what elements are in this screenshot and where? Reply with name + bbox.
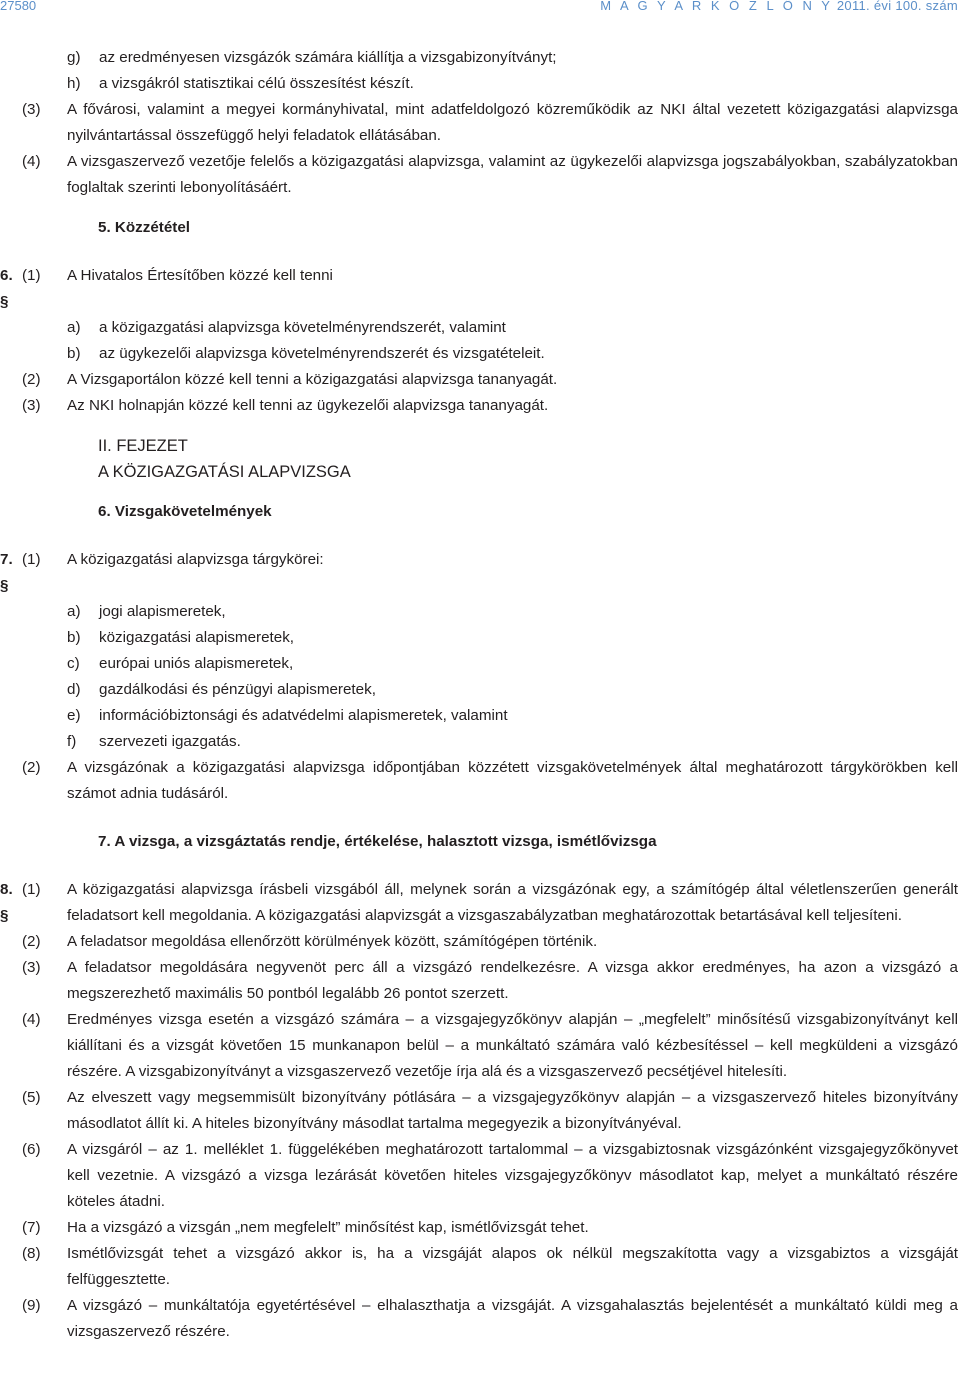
paragraph-text: A feladatsor megoldására negyvenöt perc áll a vizsgázó rendelkezésre. A vizsga akkor eredményes, ha azon a vizsgázó a megszerezhető maximális 50 pontból legalább 26 pontot szerzett. xyxy=(67,959,958,1002)
list-item xyxy=(0,729,960,755)
item-text: gazdálkodási és pénzügyi alapismeretek, xyxy=(99,681,376,698)
section-heading: 5. Közzététel xyxy=(98,219,190,236)
paragraph xyxy=(0,755,960,807)
paragraph-text: Eredményes vizsga esetén a vizsgázó számára – a vizsgajegyzőkönyv alapján – „megfelelt” minősítésű vizsgabizonyítványt kell kiállítani és a vizsgát követően 15 munkanapon belül – a munkáltató számára való kézbesítéssel – kell megküldeni a vizsgázó részére. A vizsgabizonyítványt a vizsgaszervező vezetője írja alá és a vizsgaszervező pecsétjével hitelesíti. xyxy=(67,1011,958,1080)
item-letter: h) xyxy=(67,75,81,92)
list-item xyxy=(0,315,960,341)
paragraph xyxy=(0,1293,960,1345)
document-body xyxy=(0,45,960,1345)
item-letter: d) xyxy=(67,681,81,698)
paragraph-number: (3) xyxy=(22,959,41,976)
paragraph-text: Ha a vizsgázó a vizsgán „nem megfelelt” minősítést kap, ismétlővizsgát tehet. xyxy=(67,1219,589,1236)
paragraph-text: A fővárosi, valamint a megyei kormányhivatal, mint adatfeldolgozó közreműködik az NKI által vezetett közigazgatási alapvizsga nyilvántartással összefüggő helyi feladatok ellátásában. xyxy=(67,101,958,144)
section-label: 8. § xyxy=(0,881,13,924)
section-heading: 6. Vizsgakövetelmények xyxy=(98,503,272,520)
paragraph-number: (5) xyxy=(22,1089,41,1106)
paragraph-number: (6) xyxy=(22,1141,41,1158)
paragraph-number: (2) xyxy=(22,759,41,776)
item-letter: g) xyxy=(67,49,81,66)
list-item xyxy=(0,625,960,651)
list-item xyxy=(0,71,960,97)
item-text: a vizsgákról statisztikai célú összesítést készít. xyxy=(99,75,414,92)
list-item xyxy=(0,703,960,729)
item-text: az ügykezelői alapvizsga követelményrendszerét és vizsgatételeit. xyxy=(99,345,545,362)
paragraph xyxy=(0,97,960,149)
paragraph xyxy=(0,955,960,1007)
list-item xyxy=(0,677,960,703)
paragraph-number: (4) xyxy=(22,1011,41,1028)
paragraph-number: (2) xyxy=(22,933,41,950)
item-text: európai uniós alapismeretek, xyxy=(99,655,294,672)
paragraph-text: A Hivatalos Értesítőben közzé kell tenni xyxy=(67,267,333,284)
paragraph-text: A feladatsor megoldása ellenőrzött körülmények között, számítógépen történik. xyxy=(67,933,598,950)
paragraph xyxy=(0,929,960,955)
item-letter: f) xyxy=(67,733,77,750)
paragraph-text: Az elveszett vagy megsemmisült bizonyítvány pótlására – a vizsgajegyzőkönyv alapján – a vizsgaszervező hiteles bizonyítvány másodlatot állít ki. A hiteles bizonyítvány másodlat tartalma megegyezik a bizonyítványéval. xyxy=(67,1089,958,1132)
paragraph-number: (1) xyxy=(22,881,41,898)
section-6 xyxy=(0,263,960,315)
paragraph-text: A Vizsgaportálon közzé kell tenni a közigazgatási alapvizsga tananyagát. xyxy=(67,371,558,388)
paragraph-text: A vizsgázónak a közigazgatási alapvizsga időpontjában közzétett vizsgakövetelmények által meghatározott tárgykörökben kell számot adnia tudásáról. xyxy=(67,759,958,802)
item-letter: b) xyxy=(67,345,81,362)
paragraph-number: (2) xyxy=(22,371,41,388)
item-text: közigazgatási alapismeretek, xyxy=(99,629,295,646)
paragraph xyxy=(0,393,960,419)
paragraph xyxy=(0,1215,960,1241)
list-item xyxy=(0,45,960,71)
paragraph-number: (4) xyxy=(22,153,41,170)
paragraph-text: A vizsgázó – munkáltatója egyetértésével – elhalaszthatja a vizsgáját. A vizsgahalasztás bejelentését a munkáltató küldi meg a vizsgaszervező részére. xyxy=(67,1297,958,1340)
section-label: 7. § xyxy=(0,551,13,594)
paragraph-text: A vizsgaszervező vezetője felelős a közigazgatási alapvizsga, valamint az ügykezelői alapvizsga jogszabályokban, szabályzatokban foglaltak szerinti lebonyolításáért. xyxy=(67,153,958,196)
paragraph-text: A közigazgatási alapvizsga írásbeli vizsgából áll, melynek során a vizsgázónak egy, a számítógép által véletlenszerűen generált feladatsort kell megoldania. A közigazgatási alapvizsgát a vizsgaszabályzatban meghatározottak betartásával kell teljesíteni. xyxy=(67,881,958,924)
paragraph-number: (3) xyxy=(22,101,41,118)
paragraph-text: A vizsgáról – az 1. melléklet 1. függelékében meghatározott tartalommal – a vizsgabiztosnak vizsgázónként vizsgajegyzőkönyvet kell vezetnie. A vizsgázó a vizsga lezárását követően hiteles vizsgajegyzőkönyv másodlatot kap, melyet a munkáltató részére köteles átadni. xyxy=(67,1141,958,1210)
list-item xyxy=(0,599,960,625)
section-heading: 7. A vizsga, a vizsgáztatás rendje, értékelése, halasztott vizsga, ismétlővizsga xyxy=(98,833,657,850)
journal-title xyxy=(600,0,958,13)
item-text: a közigazgatási alapvizsga követelményrendszerét, valamint xyxy=(99,319,506,336)
section-8 xyxy=(0,877,960,929)
list-item xyxy=(0,341,960,367)
paragraph xyxy=(0,1137,960,1215)
list-item xyxy=(0,651,960,677)
chapter-title: A KÖZIGAZGATÁSI ALAPVIZSGA xyxy=(98,463,351,481)
item-letter: c) xyxy=(67,655,80,672)
journal-issue: 2011. évi 100. szám xyxy=(836,0,958,13)
paragraph-number: (8) xyxy=(22,1245,41,1262)
paragraph-text: Ismétlővizsgát tehet a vizsgázó akkor is, ha a vizsgáját alapos ok nélkül megszakította vagy a vizsgabiztos a vizsgáját felfüggesztette. xyxy=(67,1245,958,1288)
journal-name: M A G Y A R K Ö Z L Ö N Y xyxy=(600,0,833,13)
paragraph xyxy=(0,149,960,201)
item-letter: e) xyxy=(67,707,81,724)
section-label: 6. § xyxy=(0,267,13,310)
item-letter: a) xyxy=(67,603,81,620)
paragraph-number: (9) xyxy=(22,1297,41,1314)
section-7 xyxy=(0,547,960,599)
item-text: jogi alapismeretek, xyxy=(99,603,226,620)
paragraph-number: (1) xyxy=(22,267,41,284)
paragraph xyxy=(0,1241,960,1293)
chapter-number: II. FEJEZET xyxy=(98,437,188,455)
paragraph xyxy=(0,367,960,393)
page-header xyxy=(0,0,960,16)
paragraph-number: (7) xyxy=(22,1219,41,1236)
item-letter: a) xyxy=(67,319,81,336)
page-number: 27580 xyxy=(0,0,37,13)
item-text: információbiztonsági és adatvédelmi alapismeretek, valamint xyxy=(99,707,508,724)
paragraph-number: (3) xyxy=(22,397,41,414)
paragraph-text: Az NKI holnapján közzé kell tenni az ügykezelői alapvizsga tananyagát. xyxy=(67,397,549,414)
item-text: az eredményesen vizsgázók számára kiállítja a vizsgabizonyítványt; xyxy=(99,49,557,66)
paragraph-text: A közigazgatási alapvizsga tárgykörei: xyxy=(67,551,324,568)
item-letter: b) xyxy=(67,629,81,646)
paragraph-number: (1) xyxy=(22,551,41,568)
paragraph xyxy=(0,1085,960,1137)
paragraph xyxy=(0,1007,960,1085)
item-text: szervezeti igazgatás. xyxy=(99,733,241,750)
